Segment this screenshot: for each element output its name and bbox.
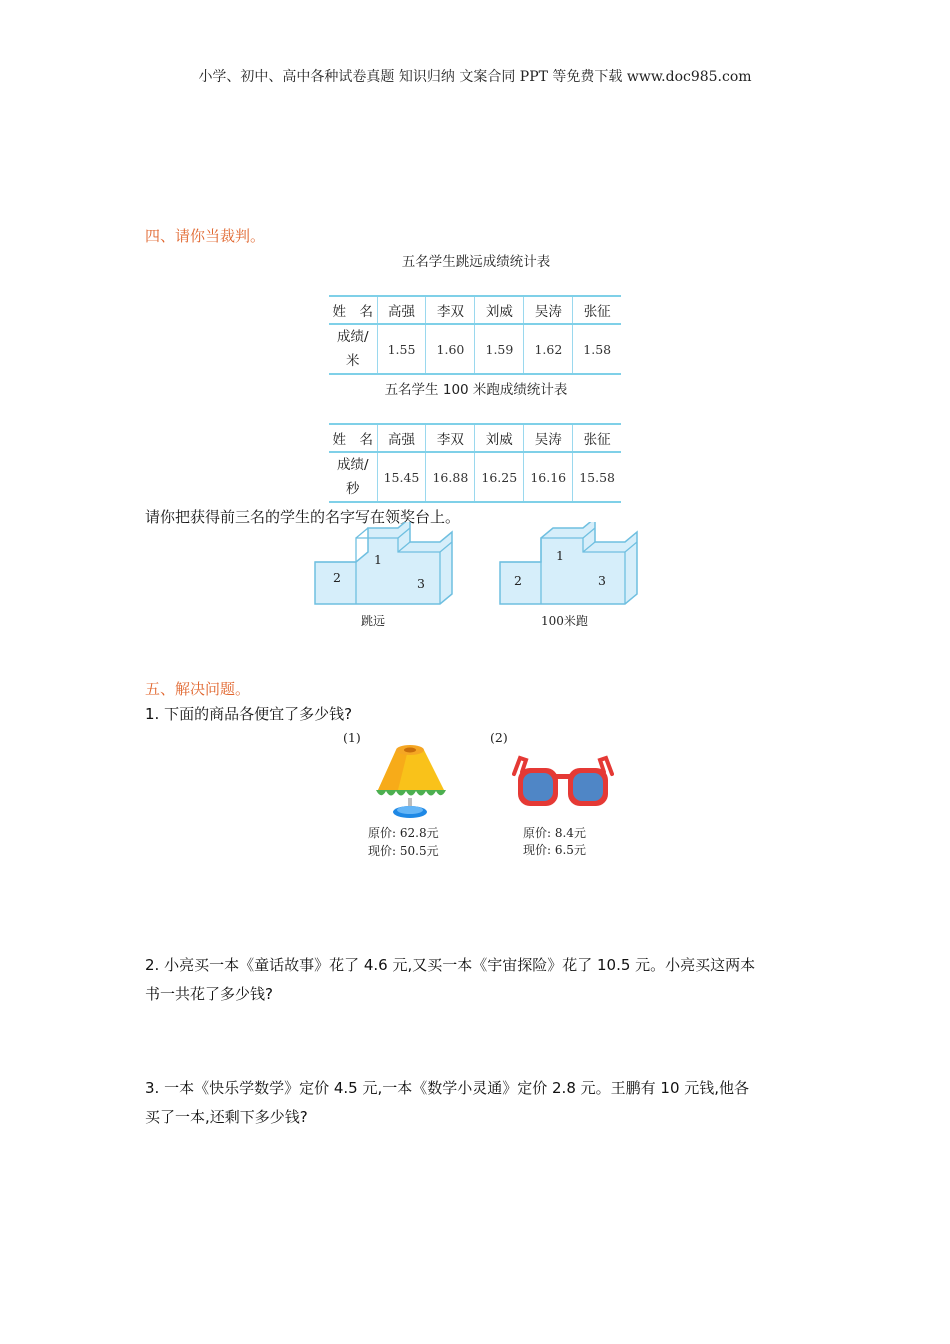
row-label (329, 452, 377, 502)
lamp-icon (374, 744, 454, 822)
table-header-cell: 李双 (426, 296, 475, 324)
podium-rank-3: 3 (417, 576, 425, 591)
podium-caption: 100米跑 (541, 614, 588, 628)
item-1-original-price: 原价: 62.8元 (368, 826, 439, 840)
section-5-title: 五、解决问题。 (145, 680, 251, 698)
table-cell: 15.58 (573, 452, 621, 502)
table-row (329, 452, 621, 502)
row-label-line2: 米 (346, 353, 360, 369)
item-1-tag: (1) (343, 730, 361, 745)
table2-title: 五名学生 100 米跑成绩统计表 (384, 382, 568, 398)
table-row (329, 296, 621, 324)
question-2-line2: 书一共花了多少钱? (145, 985, 273, 1003)
section-4-title: 四、请你当裁判。 (145, 227, 266, 245)
table-cell: 1.62 (524, 324, 573, 374)
question-3-line1: 3. 一本《快乐学数学》定价 4.5 元,一本《数学小灵通》定价 2.8 元。王鹏有 10 元钱,他各 (145, 1079, 750, 1097)
table-header-cell: 张征 (573, 296, 621, 324)
row-label (329, 324, 377, 374)
table-cell: 1.58 (573, 324, 621, 374)
podium-shape (315, 522, 452, 604)
item-2-original-price: 原价: 8.4元 (523, 826, 586, 840)
podium-rank-2: 2 (514, 573, 522, 588)
podium-illustration-long-jump (312, 522, 454, 608)
long-jump-table (329, 295, 621, 375)
table-header-cell: 姓 名 (329, 424, 377, 452)
table-header-cell: 李双 (426, 424, 475, 452)
table-header-cell: 刘威 (475, 296, 524, 324)
table-row (329, 324, 621, 374)
table-header-cell: 吴涛 (524, 296, 573, 324)
table-cell: 15.45 (377, 452, 426, 502)
podium-rank-2: 2 (333, 570, 341, 585)
table-row (329, 424, 621, 452)
podium-illustration-100m (497, 522, 639, 608)
sprint-table (329, 423, 621, 503)
table-header-cell: 刘威 (475, 424, 524, 452)
table-cell: 1.60 (426, 324, 475, 374)
podium-rank-3: 3 (598, 573, 606, 588)
podium-rank-1: 1 (374, 552, 382, 567)
table1-title: 五名学生跳远成绩统计表 (401, 254, 551, 270)
table-cell: 16.25 (475, 452, 524, 502)
row-label-line1: 成绩/ (336, 457, 369, 473)
question-1: 1. 下面的商品各便宜了多少钱? (145, 705, 353, 723)
podium-shape (500, 522, 637, 604)
podium-rank-1: 1 (556, 548, 564, 563)
question-3-line2: 买了一本,还剩下多少钱? (145, 1108, 308, 1126)
row-label-line1: 成绩/ (336, 329, 369, 345)
table-header-cell: 高强 (377, 296, 426, 324)
table-cell: 1.55 (377, 324, 426, 374)
table-cell: 16.88 (426, 452, 475, 502)
table-header-cell: 吴涛 (524, 424, 573, 452)
podium-caption: 跳远 (361, 614, 386, 628)
table-header-cell: 高强 (377, 424, 426, 452)
sunglasses-icon (512, 752, 614, 812)
table-header-cell: 张征 (573, 424, 621, 452)
table-cell: 1.59 (475, 324, 524, 374)
page-header: 小学、初中、高中各种试卷真题 知识归纳 文案合同 PPT 等免费下载 www.doc985.com (198, 69, 752, 85)
item-1-current-price: 现价: 50.5元 (368, 844, 439, 858)
table-header-cell: 姓 名 (329, 296, 377, 324)
question-2-line1: 2. 小亮买一本《童话故事》花了 4.6 元,又买一本《宇宙探险》花了 10.5 元。小亮买这两本 (145, 956, 756, 974)
row-label-line2: 秒 (346, 481, 360, 497)
table-cell: 16.16 (524, 452, 573, 502)
item-2-current-price: 现价: 6.5元 (523, 843, 586, 857)
item-2-tag: (2) (490, 730, 508, 745)
podium-instruction: 请你把获得前三名的学生的名字写在领奖台上。 (145, 508, 461, 526)
